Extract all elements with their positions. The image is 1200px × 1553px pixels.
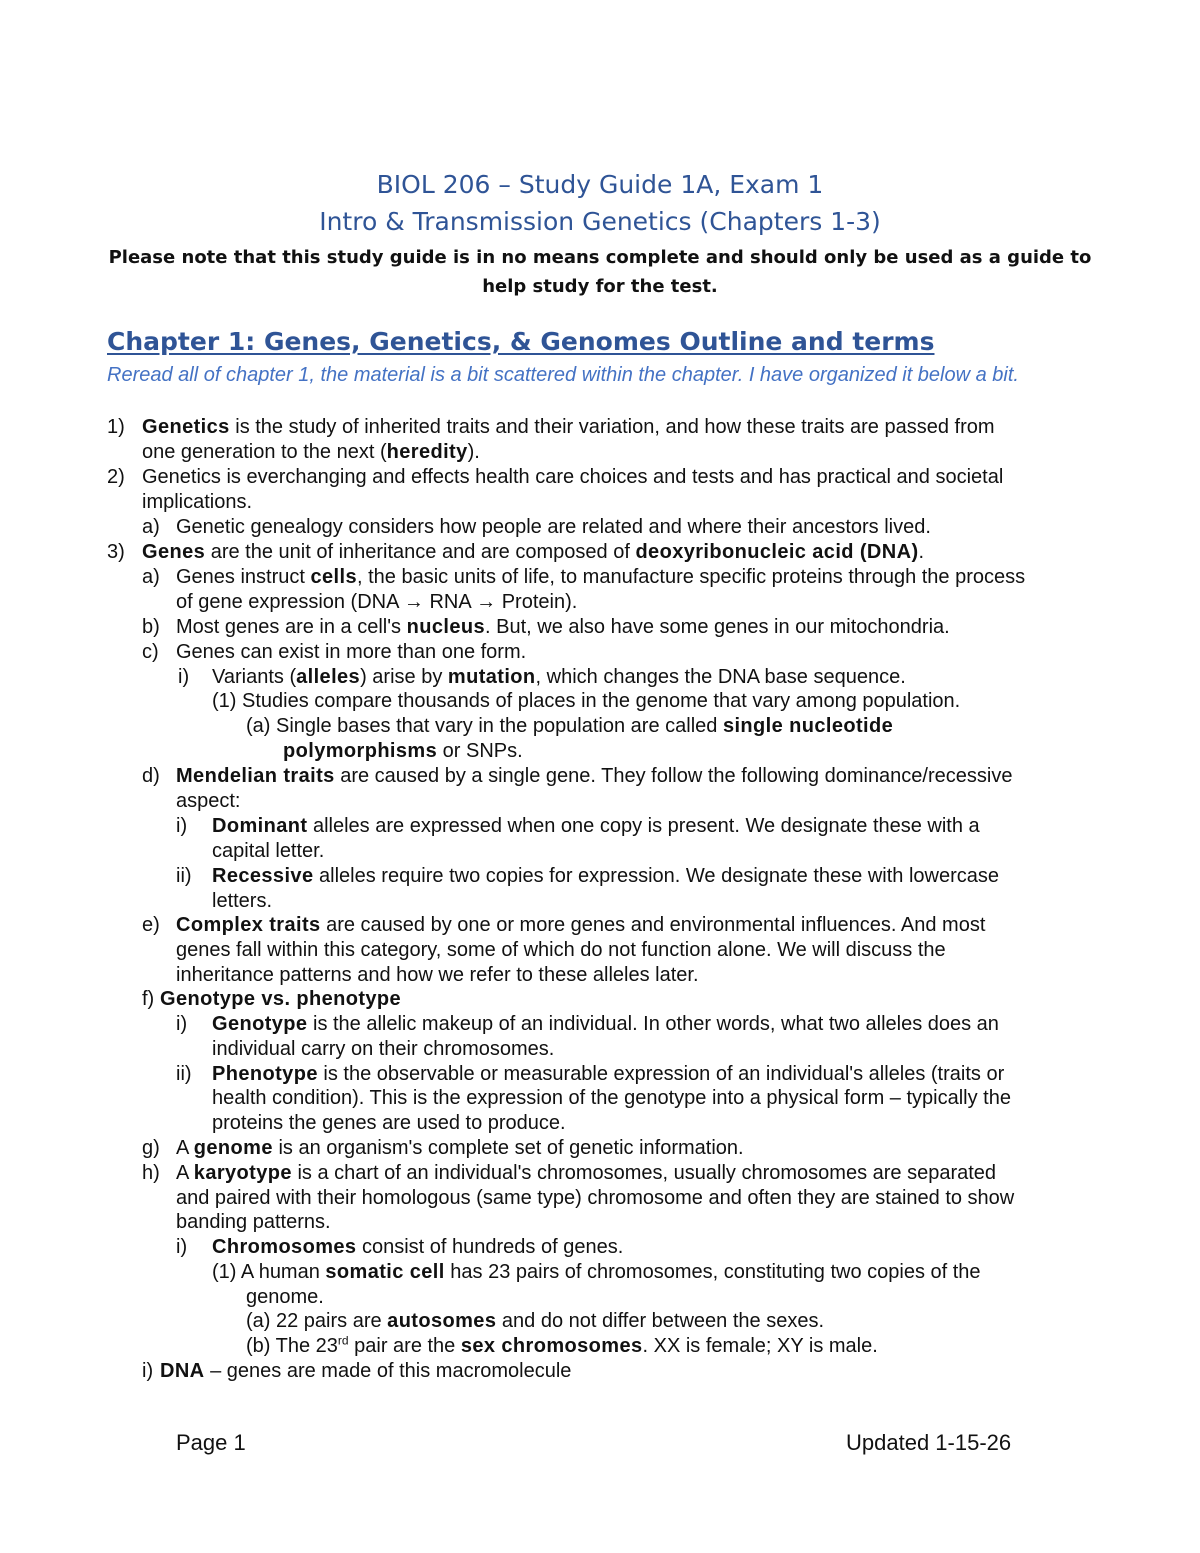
list-item: (b) The 23rd pair are the sex chromosomes. XX is female; XY is male. — [246, 1333, 878, 1357]
list-item: Genes are the unit of inheritance and are composed of deoxyribonucleic acid (DNA). — [142, 541, 925, 563]
list-item-continued: capital letter. — [212, 840, 325, 862]
list-item-continued: and paired with their homologous (same type) chromosome and often they are stained to show — [176, 1187, 1015, 1209]
list-item-continued: polymorphisms or SNPs. — [283, 740, 523, 762]
list-item-continued: genes fall within this category, some of which do not function alone. We will discuss the — [176, 939, 946, 961]
list-item-continued: individual carry on their chromosomes. — [212, 1038, 555, 1060]
list-item: A karyotype is a chart of an individual's chromosomes, usually chromosomes are separated — [176, 1162, 997, 1184]
list-item: Most genes are in a cell's nucleus. But, we also have some genes in our mitochondria. — [176, 616, 950, 638]
list-marker: c) — [142, 641, 159, 663]
list-item: Complex traits are caused by one or more genes and environmental influences. And most — [176, 914, 986, 936]
page-number: Page 1 — [176, 1430, 246, 1455]
list-item: (1) A human somatic cell has 23 pairs of chromosomes, constituting two copies of the — [212, 1261, 981, 1283]
list-item-continued: inheritance patterns and how we refer to these alleles later. — [176, 964, 699, 986]
list-marker: ii) — [176, 865, 192, 887]
list-marker: i) — [178, 666, 190, 688]
document-subtitle: Intro & Transmission Genetics (Chapters 1-3) — [319, 207, 881, 236]
list-item: (1) Studies compare thousands of places in the genome that vary among population. — [212, 690, 961, 712]
list-item: DNA – genes are made of this macromolecule — [160, 1360, 572, 1382]
list-item: Dominant alleles are expressed when one copy is present. We designate these with a — [212, 815, 980, 837]
list-item: Chromosomes consist of hundreds of genes. — [212, 1236, 624, 1258]
list-item: Genetics is everchanging and effects health care choices and tests and has practical and societal — [142, 466, 1004, 488]
list-marker: h) — [142, 1162, 160, 1184]
list-item: Genes can exist in more than one form. — [176, 641, 527, 663]
list-item: Genes instruct cells, the basic units of life, to manufacture specific proteins through the process — [176, 566, 1026, 588]
list-item-continued: proteins the genes are used to produce. — [212, 1112, 566, 1134]
list-marker: d) — [142, 765, 160, 787]
document-title: BIOL 206 – Study Guide 1A, Exam 1 — [376, 170, 824, 199]
list-item-continued: aspect: — [176, 790, 241, 812]
list-item-continued: of gene expression (DNA → RNA → Protein). — [176, 591, 578, 613]
list-marker: i) — [176, 1013, 188, 1035]
list-item: (a) 22 pairs are autosomes and do not differ between the sexes. — [246, 1310, 824, 1332]
list-item: Variants (alleles) arise by mutation, which changes the DNA base sequence. — [212, 666, 906, 688]
list-marker: 1) — [107, 416, 125, 438]
chapter-heading: Chapter 1: Genes, Genetics, & Genomes Outline and terms — [107, 327, 935, 356]
list-marker: 3) — [107, 541, 125, 563]
disclaimer-note: Please note that this study guide is in no means complete and should only be used as a guide to help study for the test. — [108, 247, 1092, 297]
list-item: Genotype vs. phenotype — [160, 988, 402, 1010]
list-item-continued: one generation to the next (heredity). — [142, 441, 480, 463]
list-item-continued: banding patterns. — [176, 1211, 331, 1233]
list-item-continued: letters. — [212, 890, 273, 912]
list-item-continued: genome. — [246, 1286, 324, 1308]
list-marker: e) — [142, 914, 160, 936]
list-item: A genome is an organism's complete set of genetic information. — [176, 1137, 744, 1159]
list-marker: 2) — [107, 466, 125, 488]
list-marker: b) — [142, 616, 160, 638]
list-marker: g) — [142, 1137, 160, 1159]
list-item-continued: health condition). This is the expression of the genotype into a physical form – typically the — [212, 1087, 1011, 1109]
list-item: Recessive alleles require two copies for expression. We designate these with lowercase — [212, 865, 1000, 887]
list-marker: ii) — [176, 1063, 192, 1085]
list-item: (a) Single bases that vary in the population are called single nucleotide — [246, 715, 894, 737]
list-marker: a) — [142, 516, 160, 538]
list-item: Genotype is the allelic makeup of an individual. In other words, what two alleles does an — [212, 1013, 999, 1035]
chapter-intro: Reread all of chapter 1, the material is a bit scattered within the chapter. I have organized it below a bit. — [107, 364, 1019, 386]
list-item: Phenotype is the observable or measurable expression of an individual's alleles (traits or — [212, 1063, 1005, 1085]
list-marker: i) — [176, 1236, 188, 1258]
list-marker: a) — [142, 566, 160, 588]
list-item: Genetic genealogy considers how people are related and where their ancestors lived. — [176, 516, 931, 538]
updated-date: Updated 1-15-26 — [846, 1430, 1012, 1455]
list-marker: f) — [142, 988, 155, 1010]
list-item: Genetics is the study of inherited traits and their variation, and how these traits are passed from — [142, 416, 995, 438]
list-marker: i) — [176, 815, 188, 837]
list-marker: i) — [142, 1360, 154, 1382]
list-item-continued: implications. — [142, 491, 253, 513]
list-item: Mendelian traits are caused by a single gene. They follow the following dominance/recessive — [176, 765, 1013, 787]
